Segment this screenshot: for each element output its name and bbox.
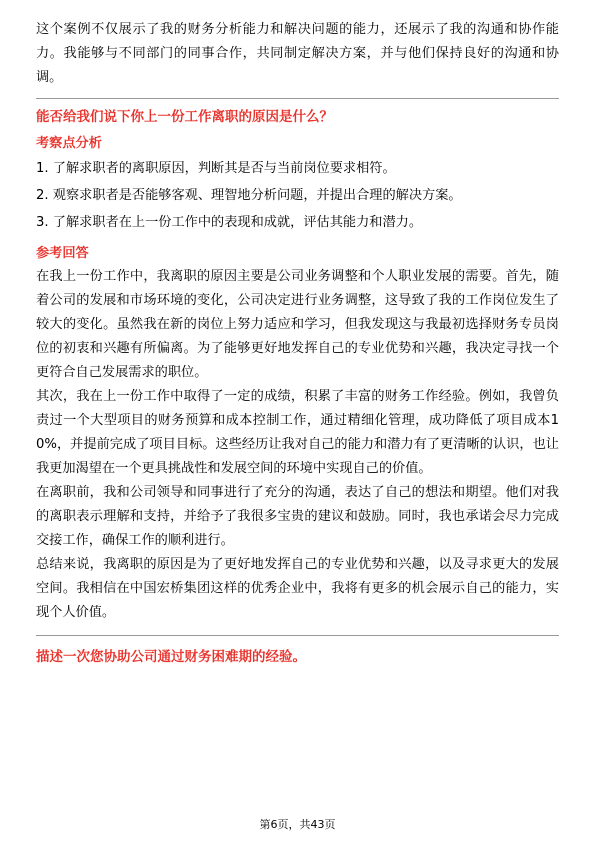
document-page [36,18,559,668]
answer-paragraph: 在我上一份工作中，我离职的原因主要是公司业务调整和个人职业发展的需要。首先，随着公司的发展和市场环境的变化，公司决定进行业务调整，这导致了我的工作岗位发生了较大的变化。虽然我在新的岗位上努力适应和学习，但我发现这与我最初选择财务专员岗位的初衷和兴趣有所偏离。为了能够更好地发挥自己的专业优势和兴趣，我决定寻找一个更符合自己发展需求的职位。 [36,269,559,380]
intro-paragraph: 这个案例不仅展示了我的财务分析能力和解决问题的能力，还展示了我的沟通和协作能力。我能够与不同部门的同事合作，共同制定解决方案，并与他们保持良好的沟通和协调。 [36,22,559,85]
answer-paragraph: 在离职前，我和公司领导和同事进行了充分的沟通，表达了自己的想法和期望。他们对我的离职表示理解和支持，并给予了我很多宝贵的建议和鼓励。同时，我也承诺会尽力完成交接工作，确保工作的顺利进行。 [36,485,559,548]
answer-body [36,265,559,625]
answer-paragraph: 总结来说，我离职的原因是为了更好地发挥自己的专业优势和兴趣，以及寻求更大的发展空间。我相信在中国宏桥集团这样的优秀企业中，我将有更多的机会展示自己的能力，实现个人价值。 [36,557,559,620]
section-divider [36,98,559,99]
analysis-item: 1. 了解求职者的离职原因，判断其是否与当前岗位要求相符。 [36,161,396,176]
section-divider [36,635,559,636]
answer-paragraph: 其次，我在上一份工作中取得了一定的成绩，积累了丰富的财务工作经验。例如，我曾负责过一个大型项目的财务预算和成本控制工作，通过精细化管理，成功降低了项目成本10%，并提前完成了项目目标。这些经历让我对自己的能力和潜力有了更清晰的认识，也让我更加渴望在一个更具挑战性和发展空间的环境中实现自己的价值。 [36,389,559,476]
analysis-item: 2. 观察求职者是否能够客观、理智地分析问题，并提出合理的解决方案。 [36,188,462,203]
question-title: 能否给我们说下你上一份工作离职的原因是什么？ [36,109,333,125]
question-title: 描述一次您协助公司通过财务困难期的经验。 [36,649,306,665]
analysis-list [36,155,559,236]
analysis-item: 3. 了解求职者在上一份工作中的表现和成就，评估其能力和潜力。 [36,215,423,230]
page-footer: 第6页，共43页 [259,818,336,831]
analysis-label: 考察点分析 [36,136,102,151]
answer-label: 参考回答 [36,246,89,261]
